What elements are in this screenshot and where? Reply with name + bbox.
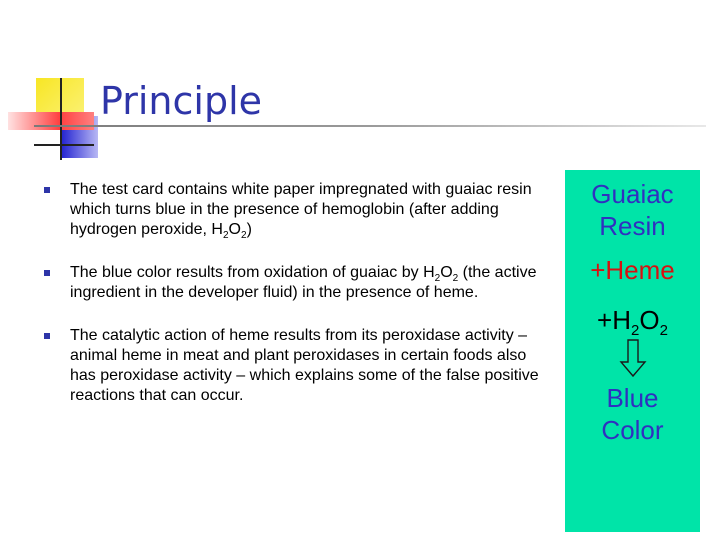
square-bullet-icon [44, 333, 50, 339]
subscript: 2 [434, 273, 441, 285]
panel-peroxide-text: O [639, 305, 660, 335]
panel-heme: +Heme [590, 255, 675, 285]
bullet-text: (the active ingredient in the developer fluid) in the presence of heme. [70, 264, 537, 301]
square-bullet-icon [44, 187, 50, 193]
subscript: 2 [222, 230, 229, 242]
square-bullet-icon [44, 270, 50, 276]
down-arrow-icon [618, 338, 648, 378]
subscript: 2 [452, 273, 459, 285]
panel-reagent-line1: Guaiac [591, 179, 674, 209]
subscript: 2 [241, 230, 247, 242]
bullet-text: The catalytic action of heme results from its peroxidase activity – animal heme in meat and plant peroxidases in certain foods also has peroxidase activity – which explains some of the false positive reactions that can occur. [70, 327, 539, 404]
bullet-item [44, 180, 544, 240]
slide-title: Principle [100, 79, 263, 123]
bullet-item [44, 263, 544, 303]
bullet-text: O [440, 264, 453, 281]
reaction-panel [565, 170, 700, 532]
panel-reagent-line2: Resin [599, 211, 666, 241]
panel-result-line1: Blue [606, 383, 659, 413]
bullet-text: ) [246, 221, 252, 238]
subscript: 2 [659, 322, 668, 340]
blue-square [60, 116, 98, 158]
panel-result-line2: Color [601, 415, 664, 445]
title-underline [34, 125, 706, 127]
subscript: 2 [631, 322, 640, 340]
bullet-text: The test card contains white paper impregnated with guaiac resin which turns blue in the presence of hemoglobin (after adding hydrogen peroxide, H [70, 181, 532, 238]
bullet-item [44, 326, 544, 406]
yellow-square [36, 78, 84, 124]
bullet-text: O [228, 221, 241, 238]
panel-peroxide [565, 304, 700, 340]
red-bar [8, 112, 94, 130]
bullet-list [44, 180, 544, 429]
short-horizontal-line [34, 144, 94, 146]
vertical-line [60, 78, 62, 160]
panel-peroxide-text: +H [597, 305, 632, 335]
bullet-text: The blue color results from oxidation of guaiac by H [70, 264, 435, 281]
